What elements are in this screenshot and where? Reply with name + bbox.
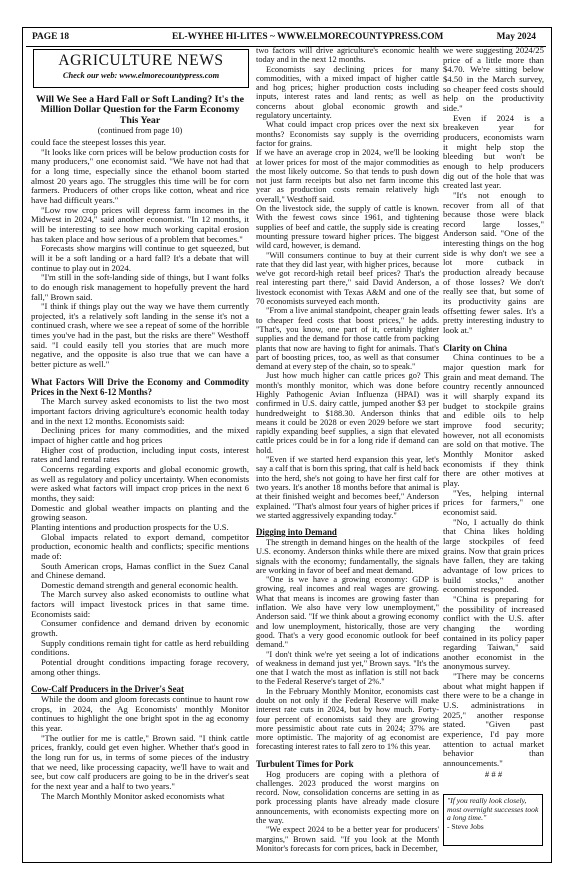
paragraph: Forecasts show margins will continue to get squeezed, but will it be a soft landing or a hard fall? It's a debate that will continue to play out in 2024. (31, 243, 249, 273)
subheading: What Factors Will Drive the Economy and Commodity Prices in the Next 6-12 Months? (31, 376, 249, 397)
paragraph: "From a live animal standpoint, cheaper grain leads to cheaper feed costs that boost prices," he adds. "That's, you know, one part of it, certainly tighter supplies and the demand for those cattle from packing plants that now are having to fight for animals. That's part of boosting prices, too, as well as that consumer demand at every step of the chain, so to speak." (256, 306, 439, 372)
paragraph: "China is preparing for the possibility of increased conflict with the U.S. after changing the wording contained in its policy paper regarding Taiwan," said another economist in the anonymous survey. (443, 593, 544, 672)
column-1 (31, 138, 249, 801)
paragraph: The March survey also asked economists to outline what factors will impact livestock prices in that same time. Economists said: (31, 589, 249, 619)
paragraph: "I don't think we're yet seeing a lot of indications of weakness in demand just yet," Brown says. "It's the one that I watch the most as inflation is still not back to the Federal Reserve's target of 2%." (256, 649, 439, 687)
paragraph: China continues to be a major question mark for grain and meat demand. The country recently announced it will sharply expand its budget to stockpile grains and edible oils to help improve food security; however, not all economists are sold on that motive. The Monthly Monitor asked economists if they think there are other motives at play. (443, 352, 544, 489)
paragraph: Consumer confidence and demand driven by economic growth. (31, 618, 249, 639)
subheading: Digging into Demand (256, 527, 337, 538)
paragraph: Supply conditions remain tight for cattle as herd rebuilding conditions. (31, 637, 249, 658)
subheading: Cow-Calf Producers in the Driver's Seat (31, 684, 184, 695)
paragraph: Just how much higher can cattle prices go? This month's monthly monitor, which was done before Highly Pathogenic Avian Influenza (HPAI) was confirmed in U.S. dairy cattle, jumped another $3 per hundredweight to $188.30. Anderson thinks that means it could be 2028 or even 2029 before we start rapidly expanding beef supplies, a sign that elevated cattle prices could be in for a long ride if demand can hold. (256, 371, 439, 455)
paragraph: What could impact crop prices over the next six months? Economists say supply is the overriding factor for grains. (256, 120, 439, 148)
paragraph: "We expect 2024 to be a better year for producers' margins," Brown said. "If you look at the Month Monitor's forecasts for corn prices, back in December, (256, 825, 439, 853)
paragraph: Economists say declining prices for many commodities, with a mixed impact of higher cattle and hog prices; higher production costs including inputs, interest rates and land rents; as well as concerns about global economic growth and regulatory uncertainty. (256, 64, 439, 121)
paragraph: The strength in demand hinges on the health of the U.S. economy. Anderson thinks while there are mixed signals with the economy; fundamentally, the signals are working in favor of beef and meat demand. (256, 537, 439, 575)
paragraph: "I think if things play out the way we have them currently projected, it's a relatively soft landing in the sense it's not a continued crash, where we see a repeat of some of the horrible times you've had in the past, but the risks are there" Westhoff said. "I could easily tell you stories that are much more negative, and the opposite is also true that we can have a better picture as well." (31, 301, 249, 370)
paragraph: On the livestock side, the supply of cattle is known. With the fewest cows since 1961, and tightening supplies of beef and cattle, the supply side is creating mounting pressure toward higher prices. The biggest wild card, however, is demand. (256, 204, 439, 251)
paragraph: Hog producers are coping with a plethora of challenges. 2023 produced the worst margins on record. Now, consolidation concerns are setting in as pork processing plants have already made closure announcements, with economists expecting more on the way. (256, 769, 439, 826)
paragraph: Global impacts related to export demand, competitor production, economic health and conflicts; specific mentions made of: (31, 531, 249, 561)
page-number: PAGE 18 (32, 32, 70, 42)
quote-box (443, 794, 543, 846)
paragraph: The March survey asked economists to list the two most important factors driving agriculture's economic health today and in the next 12 months. Economists said: (31, 396, 249, 426)
paragraph: The March Monthly Monitor asked economists what (41, 790, 225, 801)
paragraph: Domestic and global weather impacts on planting and the growing season. (31, 502, 249, 523)
quote-author: - Steve Jobs (447, 821, 484, 831)
section-title: AGRICULTURE NEWS (58, 52, 224, 69)
column-2 (256, 46, 439, 853)
paragraph: Potential drought conditions impacting forage recovery, among other things. (31, 657, 249, 677)
paragraph: South American crops, Hamas conflict in the Suez Canal and Chinese demand. (31, 560, 249, 581)
paragraph: Declining prices for many commodities, and the mixed impact of higher cattle and hog prices (31, 425, 249, 445)
paragraph: Higher cost of production, including input costs, interest rates and land rental rates (31, 444, 249, 465)
paragraph: In the February Monthly Monitor, economists cast doubt on not only if the Federal Reserve will make interest rate cuts in 2024, but by how much. Forty-four percent of economists said they are growing more pessimistic about rate cuts in 2024; 37% are more optimistic. The majority of ag economist are forecasting interest rates to fall zero to 1% this year. (256, 686, 439, 752)
paragraph: "Will consumers continue to buy at their current rate that they did last year, with higher prices, because we've got record-high retail beef prices? That's the real interesting part there," said David Anderson, a livestock economist with Texas A&M and one of the 70 economists surveyed each month. (256, 250, 439, 307)
paragraph: Even if 2024 is a breakeven year for producers, economists warn it might help stop the bleeding but won't be enough to help producers dig out of the hole that was created last year. (443, 112, 544, 191)
section-subtitle: Check our web: www.elmorecountypress.com (62, 71, 220, 80)
paragraph: "There may be concerns about what might happen if there were to be a change in U.S. administrations in 2025," another response stated. "Given past experience, I'd pay more attention to actual market behavior than announcements." (443, 671, 544, 769)
paragraph: "The outlier for me is cattle," Brown said. "I think cattle prices, frankly, could get even higher. Whether that's good in the long run for us, in terms of some pieces of the industry that we need, like processing capacity, we'll have to wait and see, but cow calf producers are going to be in the driver's seat for the next year and a half to two years." (31, 732, 249, 792)
paragraph: "It's not enough to recover from all of that because those were black record large losses," Anderson said. "One of the interesting things on the hog side is why don't we see a lot more cutback in production already because of those losses? We don't really see that, but some of its productivity gains are offsetting fewer sales. It's a pretty interesting industry to look at." (443, 189, 544, 336)
end-mark: # # # (484, 768, 503, 779)
issue-date: May 2024 (496, 32, 536, 42)
paragraph: "It looks like corn prices will be below production costs for many producers," one economist said. "We have not had that for a long time, especially since the ethanol boom started almost 20 years ago. The struggles this time will be for corn farmers. Producers of other crops like cotton, wheat and rice have had difficult years." (31, 146, 249, 205)
column-3 (443, 46, 544, 779)
paragraph: "Even if we started herd expansion this year, let's say a calf that is born this spring, that calf is held back into the herd, she's not going to have her first calf for two years. It's another 18 months before that animal is at their finished weight and becomes beef," Anderson explained. "That's almost four years of higher prices if we started aggressively expanding today." (256, 455, 439, 520)
paragraph: "One is we have a growing economy: GDP is growing, real incomes and real wages are growing. What that means is incomes are growing faster than inflation. We also have very low unemployment," Anderson said. "If we think about a growing economy and low unemployment, historically, those are very good. That's a very good economic outlook for beef demand." (256, 575, 439, 650)
paragraph: Domestic demand strength and general economic health. (41, 579, 239, 590)
paragraph: Concerns regarding exports and global economic growth, as well as regulatory and policy uncertainty. When economists were asked what factors will impact crop prices in the next 6 months, they said: (31, 463, 249, 503)
paragraph: While the doom and gloom forecasts continue to haunt row crops, in 2024, the Ag Economists' monthly Monitor continues to highlight the one bright spot in the ag economy this year. (31, 694, 249, 734)
paragraph: "Low row crop prices will depress farm incomes in the Midwest in 2024," said another economist. "In 12 months, it will be interesting to see how much working capital erosion has taken place and how serious of a problem that becomes." (31, 204, 249, 244)
paragraph: could face the steepest losses this year. (31, 137, 166, 147)
paragraph: two factors will drive agriculture's economic health today and in the next 12 months. (256, 46, 439, 65)
section-banner (33, 49, 249, 88)
paragraph: "I'm still in the soft-landing side of things, but I want folks to do enough risk management to hopefully prevent the hard fall," Brown said. (31, 272, 249, 302)
paragraph: "No, I actually do think that China likes holding large stockpiles of feed grains. Now that grain prices have fallen, they are taking advantage of low prices to build stocks," another economist responded. (443, 516, 544, 595)
subheading: Turbulent Times for Pork (256, 758, 354, 769)
paragraph: we were suggesting 2024/25 price of a little more than $4.70. We're sitting below $4.50 in the March survey, so cheaper feed costs should help on the productivity side." (443, 45, 544, 113)
continued-note: (continued from page 10) (97, 126, 183, 135)
publication-name: EL-WYHEE HI-LITES ~ WWW.ELMORECOUNTYPRESS.COM (172, 32, 444, 42)
paragraph: "Yes, helping internal prices for farmers," one economist said. (443, 487, 544, 517)
page-header (32, 32, 542, 46)
article-headline: Will We See a Hard Fall or Soft Landing? It's the Million Dollar Question for the Farm Economy This Year (36, 94, 244, 126)
paragraph: If we have an average crop in 2024, we'll be looking at lower prices for most of the major commodities as the most likely outcome. So that tends to push down not just farm receipts but also net farm income this year as production costs remain relatively high overall," Westhoff said. (256, 148, 439, 204)
quote-text: "If you really look closely, most overnight successes took a long time." (447, 796, 539, 823)
paragraph: Planting intentions and production prospects for the U.S. (31, 521, 229, 532)
subheading: Clarity on China (443, 342, 508, 353)
